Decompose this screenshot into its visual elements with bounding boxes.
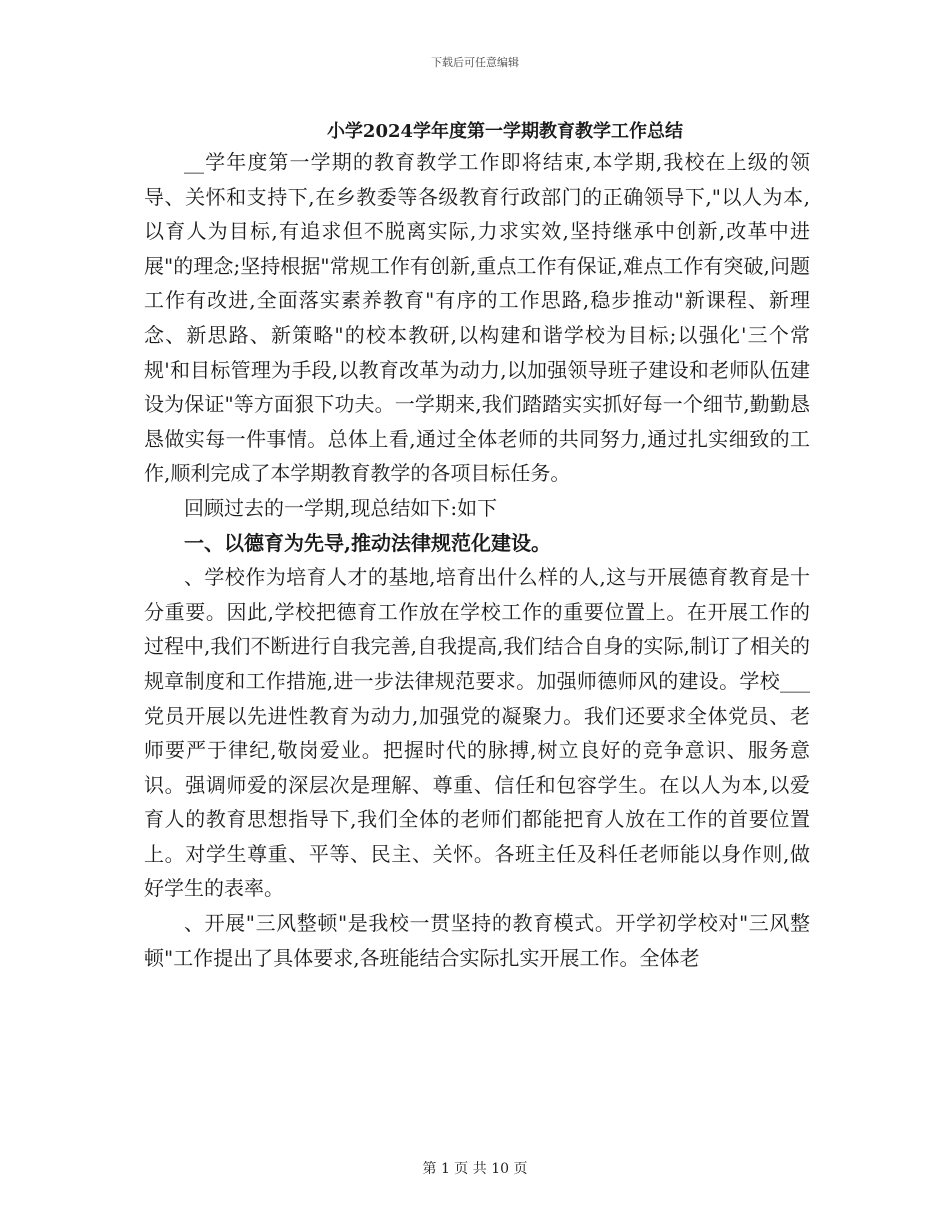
intro-paragraph: __学年度第一学期的教育教学工作即将结束,本学期,我校在上级的领导、关怀和支持下,在乡教委等各级教育行政部门的正确领导下,"以人为本,以育人为目标,有追求但不脱离实际,力求实效,坚持继承中创新,改革中进展"的理念;坚持根据"常规工作有创新,重点工作有保证,难点工作有突破,问题工作有改进,全面落实素养教育"有序的工作思路,稳步推动"新课程、新理念、新思路、新策略"的校本教研,以构建和谐学校为目标;以强化'三个常规'和目标管理为手段,以教育改革为动力,以加强领导班子建设和老师队伍建设为保证"等方面狠下功夫。一学期来,我们踏踏实实抓好每一个细节,勤勤恳恳做实每一件事情。总体上看,通过全体老师的共同努力,通过扎实细致的工作,顺利完成了本学期教育教学的各项目标任务。	[144, 150, 810, 486]
summary-intro-paragraph: 回顾过去的一学期,现总结如下:如下	[184, 495, 498, 520]
body-paragraph: 、学校作为培育人才的基地,培育出什么样的人,这与开展德育教育是十分重要。因此,学校把德育工作放在学校工作的重要位置上。在开展工作的过程中,我们不断进行自我完善,自我提高,我们结合自身的实际,制订了相关的规章制度和工作措施,进一步法律规范要求。加强师德师风的建设。学校___党员开展以先进性教育为动力,加强党的凝聚力。我们还要求全体党员、老师要严于律纪,敬岗爱业。把握时代的脉搏,树立良好的竞争意识、服务意识。强调师爱的深层次是理解、尊重、信任和包容学生。在以人为本,以爱育人的教育思想指导下,我们全体的老师们都能把育人放在工作的首要位置上。对学生尊重、平等、民主、关怀。各班主任及科任老师能以身作则,做好学生的表率。	[144, 565, 810, 901]
body-paragraph: 、开展"三风整顿"是我校一贯坚持的教育模式。开学初学校对"三风整顿"工作提出了具体要求,各班能结合实际扎实开展工作。全体老	[144, 911, 810, 970]
page-number: 第 1 页 共 10 页	[422, 1161, 528, 1177]
document-title: 小学2024学年度第一学期教育教学工作总结	[326, 121, 684, 142]
document-body	[144, 145, 810, 975]
page-header: 下载后可任意编辑	[431, 56, 519, 69]
section-heading: 一、以德育为先导,推动法律规范化建设。	[184, 530, 551, 555]
